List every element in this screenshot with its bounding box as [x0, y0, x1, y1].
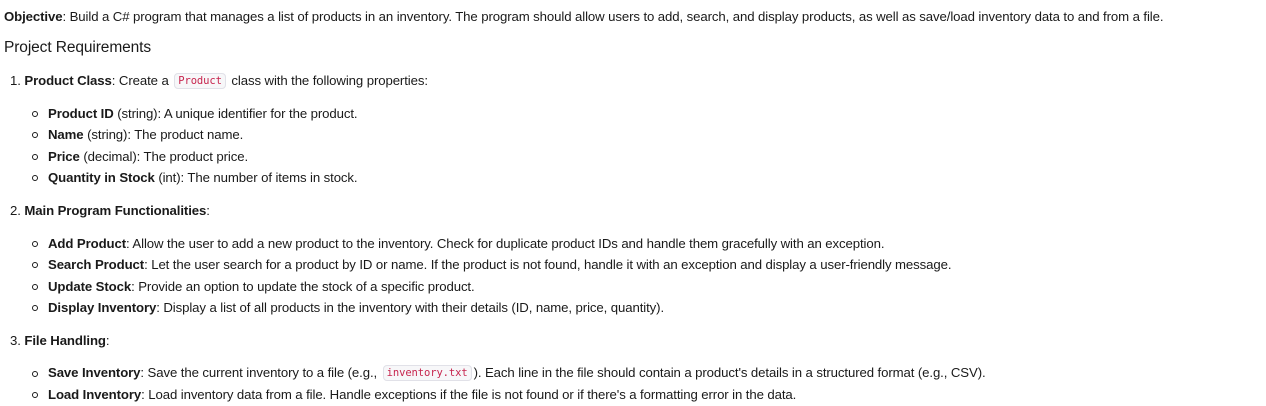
section-3-suffix: :: [105, 333, 110, 348]
list-item-text: : Save the current inventory to a file (e.g.,: [140, 365, 378, 380]
list-item-term: Display Inventory: [48, 300, 157, 315]
section-1-title: [10, 72, 428, 90]
section-2-suffix: :: [206, 203, 210, 218]
bullet-icon: [32, 262, 38, 268]
section-2-number: 2.: [10, 203, 21, 218]
list-item: [48, 148, 248, 166]
list-item-term: Name: [48, 127, 84, 142]
list-item-term: Product ID: [48, 106, 114, 121]
list-item: [48, 256, 951, 274]
bullet-icon: [32, 284, 38, 290]
section-3-title: [10, 332, 109, 350]
list-item: [48, 364, 986, 382]
inline-code-product: Product: [174, 73, 226, 89]
list-item-term: Save Inventory: [48, 365, 141, 380]
bullet-icon: [32, 305, 38, 311]
list-item-term: Quantity in Stock: [48, 170, 155, 185]
bullet-icon: [32, 154, 38, 160]
list-item-text: (string): The product name.: [83, 127, 244, 142]
list-item-term: Load Inventory: [48, 387, 142, 402]
list-item-term: Price: [48, 149, 80, 164]
section-1-number: 1.: [10, 73, 21, 88]
section-2-heading: Main Program Functionalities: [24, 203, 207, 218]
list-item-text: (int): The number of items in stock.: [154, 170, 358, 185]
list-item: [48, 105, 357, 123]
list-item-term: Add Product: [48, 236, 127, 251]
list-item-text: (string): A unique identifier for the product.: [113, 106, 358, 121]
list-item-text: : Provide an option to update the stock of a specific product.: [131, 279, 475, 294]
list-item-text: : Load inventory data from a file. Handle exceptions if the file is not found or if there's a formatting error in the data.: [141, 387, 797, 402]
section-3-heading: File Handling: [24, 333, 106, 348]
list-item: [48, 278, 475, 296]
list-item-text: : Allow the user to add a new product to the inventory. Check for duplicate product IDs and handle them gracefully with an exception.: [126, 236, 885, 251]
section-3-number: 3.: [10, 333, 21, 348]
list-item-text: (decimal): The product price.: [79, 149, 249, 164]
list-item: [48, 126, 243, 144]
section-1-heading: Product Class: [24, 73, 112, 88]
objective-label: Objective: [4, 9, 63, 24]
section-1-intro-post: class with the following properties:: [231, 73, 428, 88]
inline-code-filename: inventory.txt: [383, 365, 472, 381]
list-item-term: Search Product: [48, 257, 145, 272]
bullet-icon: [32, 371, 38, 377]
list-item-text: : Let the user search for a product by ID or name. If the product is not found, handle it with an exception and display a user-friendly message.: [144, 257, 952, 272]
bullet-icon: [32, 175, 38, 181]
section-heading: Project Requirements: [4, 39, 152, 56]
objective-text: : Build a C# program that manages a list of products in an inventory. The program should allow users to add, search, and display products, as well as save/load inventory data to and from a file.: [62, 9, 1164, 24]
section-1-intro-pre: : Create a: [111, 73, 169, 88]
bullet-icon: [32, 132, 38, 138]
list-item: [48, 169, 358, 187]
list-item-text: ). Each line in the file should contain a product's details in a structured format (e.g., CSV).: [473, 365, 986, 380]
bullet-icon: [32, 111, 38, 117]
list-item: [48, 235, 884, 253]
section-2-title: [10, 202, 210, 220]
objective-paragraph: [4, 8, 1163, 26]
list-item: [48, 299, 664, 317]
bullet-icon: [32, 241, 38, 247]
list-item-term: Update Stock: [48, 279, 132, 294]
list-item: [48, 386, 796, 404]
bullet-icon: [32, 392, 38, 398]
list-item-text: : Display a list of all products in the inventory with their details (ID, name, price, quantity).: [156, 300, 665, 315]
